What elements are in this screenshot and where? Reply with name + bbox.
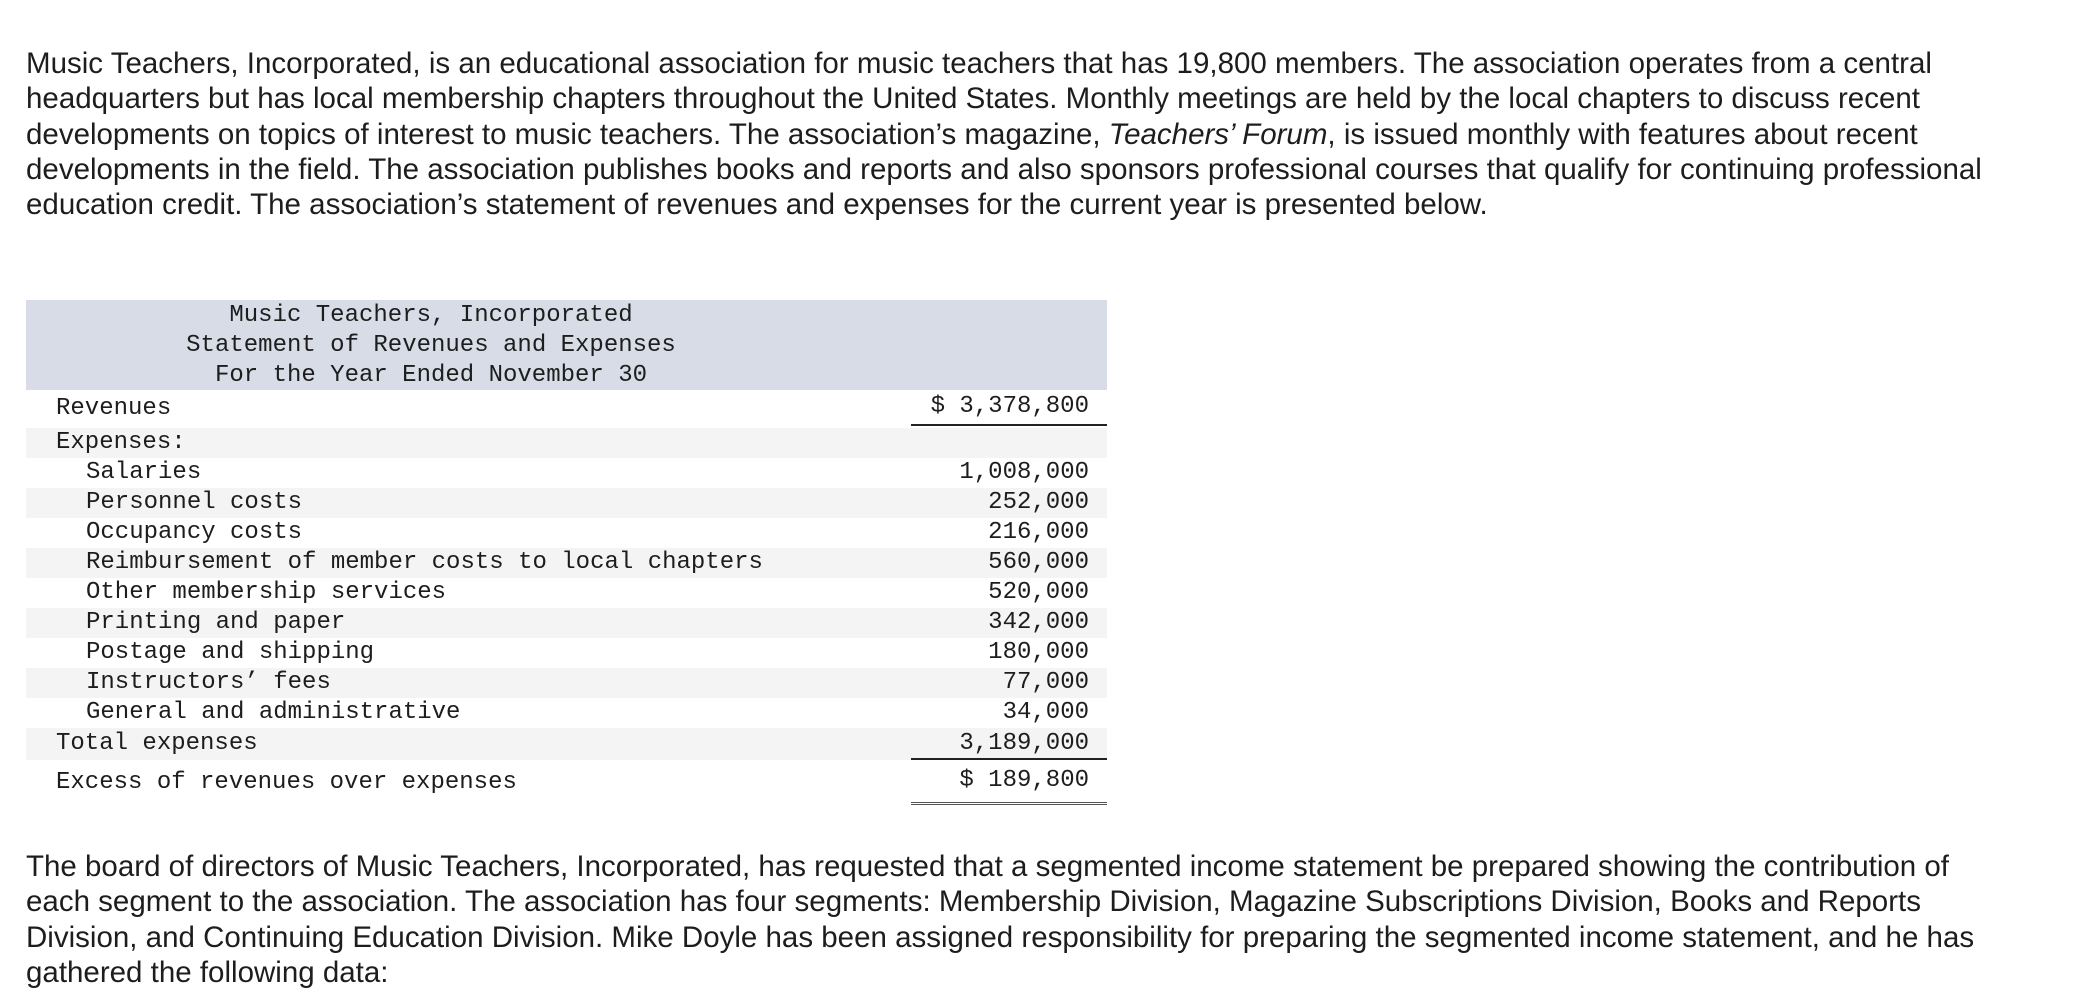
- total-expenses-amount-cell: [911, 728, 1107, 760]
- expense-row: [26, 638, 1107, 668]
- expense-row: [26, 548, 1107, 578]
- total-expenses-row: [26, 728, 1107, 760]
- magazine-title: Teachers’ Forum: [1108, 117, 1328, 151]
- expense-amount: 77,000: [1002, 669, 1089, 696]
- expense-row: [26, 668, 1107, 698]
- expense-label: Occupancy costs: [86, 519, 303, 546]
- expense-label: Other membership services: [86, 579, 447, 606]
- total-expenses-amount: 3,189,000: [959, 730, 1089, 757]
- excess-label: Excess of revenues over expenses: [56, 769, 517, 796]
- revenues-amount-cell: [911, 390, 1107, 426]
- expense-label: General and administrative: [86, 699, 461, 726]
- intro-text-before: Music Teachers, Incorporated, is an educational association for music teachers that has 19,800 members. The association operates from a central headquarters but has local membership chapters throughout the United States. Monthly meetings are held by the local chapters to discuss recent developments on topics of interest to music teachers. The association’s magazine,: [26, 47, 1932, 151]
- expense-row: [26, 488, 1107, 518]
- expense-amount: 520,000: [988, 579, 1089, 606]
- expense-row: [26, 518, 1107, 548]
- expense-amount: 342,000: [988, 609, 1089, 636]
- expense-amount: 252,000: [988, 489, 1089, 516]
- statement-title: Statement of Revenues and Expenses: [186, 332, 676, 359]
- expense-label: Reimbursement of member costs to local chapters: [86, 549, 763, 576]
- expense-label: Personnel costs: [86, 489, 303, 516]
- expense-row: [26, 578, 1107, 608]
- intro-text-after: , is issued monthly with features about recent developments in the field. The association publishes books and reports and also sponsors professional courses that qualify for continuing professional education credit. The association’s statement of revenues and expenses for the current year is presented below.: [26, 117, 1982, 222]
- expenses-header-row: [26, 428, 1107, 458]
- expense-amount: 1,008,000: [959, 459, 1089, 486]
- income-statement-table: [26, 300, 1107, 806]
- revenues-row: [26, 390, 1107, 428]
- expense-label: Printing and paper: [86, 609, 346, 636]
- excess-amount-cell: [911, 760, 1107, 805]
- expense-row: [26, 698, 1107, 728]
- statement-period: For the Year Ended November 30: [214, 362, 648, 389]
- excess-row: [26, 760, 1107, 806]
- expense-row: [26, 608, 1107, 638]
- expenses-label: Expenses:: [56, 429, 186, 456]
- expense-label: Instructors’ fees: [86, 669, 331, 696]
- expense-row: [26, 458, 1107, 488]
- expense-amount: 180,000: [988, 639, 1089, 666]
- statement-heading: [26, 300, 1107, 390]
- expense-amount: 216,000: [988, 519, 1089, 546]
- revenues-amount: $ 3,378,800: [930, 393, 1089, 420]
- expense-amount: 34,000: [1002, 699, 1089, 726]
- revenues-label: Revenues: [56, 395, 172, 422]
- expense-label: Postage and shipping: [86, 639, 375, 666]
- total-expenses-label: Total expenses: [56, 730, 258, 757]
- statement-company: Music Teachers, Incorporated: [229, 302, 633, 329]
- last-expense-amount-cell: [911, 698, 1107, 730]
- expense-amount: 560,000: [988, 549, 1089, 576]
- expense-rows: [26, 458, 1107, 728]
- closing-paragraph: The board of directors of Music Teachers, Incorporated, has requested that a segmented income statement be prepared showing the contribution of each segment to the association. The association has four segments: Membership Division, Magazine Subscriptions Division, Books and Reports Division, and Continuing Education Division. Mike Doyle has been assigned responsibility for preparing the segmented income statement, and he has gathered the following data:: [26, 850, 1975, 989]
- excess-amount: $ 189,800: [959, 767, 1089, 794]
- expense-label: Salaries: [86, 459, 202, 486]
- intro-paragraph: [26, 46, 2016, 222]
